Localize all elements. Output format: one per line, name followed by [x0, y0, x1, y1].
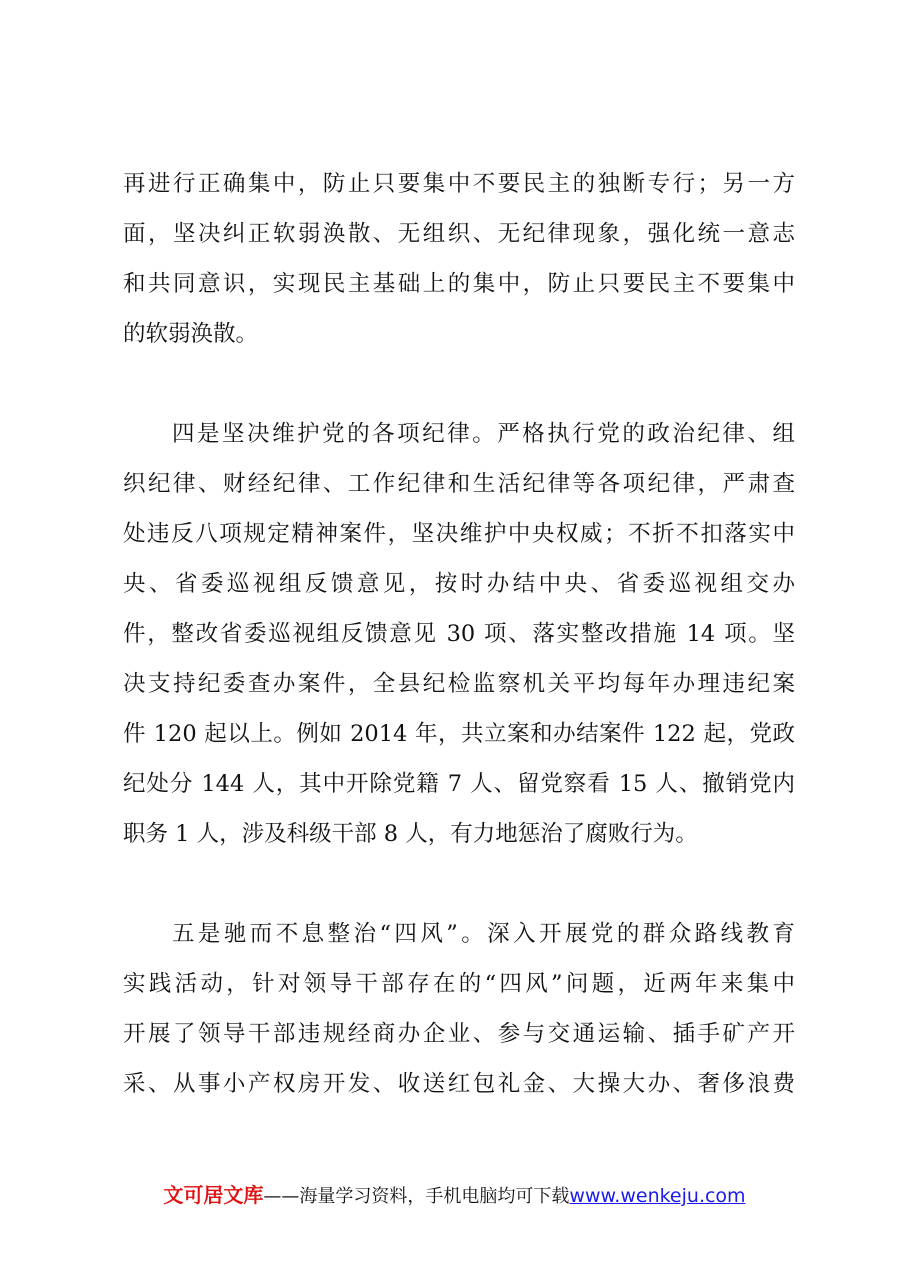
body-line: 处违反八项规定精神案件，坚决维护中央权威；不折不扣落实中 — [123, 521, 795, 547]
body-line: 的软弱涣散。 — [123, 321, 259, 347]
body-line: 开展了领导干部违规经商办企业、参与交通运输、插手矿产开 — [123, 1021, 795, 1047]
body-line: 件 120 起以上。例如 2014 年，共立案和办结案件 122 起，党政 — [123, 721, 795, 747]
body-line: 采、从事小产权房开发、收送红包礼金、大操大办、奢侈浪费 — [123, 1071, 795, 1097]
body-line: 和共同意识，实现民主基础上的集中，防止只要民主不要集中 — [123, 271, 795, 297]
body-line: 织纪律、财经纪律、工作纪律和生活纪律等各项纪律，严肃查 — [123, 471, 795, 497]
body-line: 面，坚决纠正软弱涣散、无组织、无纪律现象，强化统一意志 — [123, 221, 795, 247]
footer-url-link[interactable]: www.wenkeju.com — [569, 1185, 746, 1207]
body-line: 实践活动，针对领导干部存在的“四风”问题，近两年来集中 — [123, 971, 795, 997]
body-line: 件，整改省委巡视组反馈意见 30 项、落实整改措施 14 项。坚 — [123, 621, 795, 647]
body-line: 央、省委巡视组反馈意见，按时办结中央、省委巡视组交办 — [123, 571, 795, 597]
body-line: 决支持纪委查办案件，全县纪检监察机关平均每年办理违纪案 — [123, 671, 795, 697]
body-line: 再进行正确集中，防止只要集中不要民主的独断专行；另一方 — [123, 171, 795, 197]
paragraph-start-line: 五是驰而不息整治“四风”。深入开展党的群众路线教育 — [172, 921, 795, 947]
footer-slogan: ——海量学习资料，手机电脑均可下载 — [263, 1186, 570, 1207]
body-line: 纪处分 144 人，其中开除党籍 7 人、留党察看 15 人、撤销党内 — [123, 771, 795, 797]
body-line: 职务 1 人，涉及科级干部 8 人，有力地惩治了腐败行为。 — [123, 821, 698, 847]
paragraph-start-line: 四是坚决维护党的各项纪律。严格执行党的政治纪律、组 — [172, 421, 795, 447]
footer-brand: 文可居文库 — [163, 1183, 264, 1207]
footer-banner — [0, 1181, 909, 1211]
